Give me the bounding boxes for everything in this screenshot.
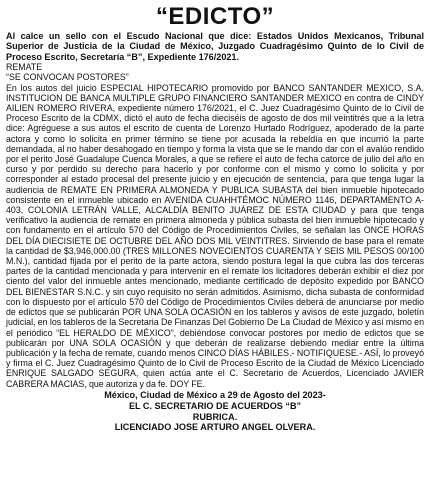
- rubrica: RUBRICA.: [192, 411, 238, 422]
- notice-title: “EDICTO”: [155, 3, 275, 30]
- signer-name: LICENCIADO JOSE ARTURO ANGEL OLVERA.: [114, 422, 316, 433]
- remate-label: REMATE: [6, 62, 43, 73]
- notice-body: En los autos del juicio ESPECIAL HIPOTECARIO promovido por BANCO SANTANDER MEXICO, S.A. INSTITUCION DE BANCA MULTIPLE GRUPO FINANCIERO SANTANDER MEXICO en contra de CINDY AILIEN ROMERO RIVERA, expediente número 176/2021, el C. Juez Cuadragésimo Quinto de lo Civil de Proceso Escrito de la CDMX, dictó el auto de fecha dieciséis de agosto de dos mil veintitrés que a la letra dice: Agréguese a sus autos el escrito de cuenta de Lorenzo Hurtado Rodríguez, apoderado de la parte actora y como lo solicita en primer término se tiene por acusada la rebeldía en que incurrió la parte demandada, al no haber desahogado en tiempo y forma la vista que se le mando dar con el avalúo rendido por el perito José Guadalupe Cuenca Morales, a que se refiere el auto de fecha catorce de julio del año en curso y por perdido su derecho para hacerlo y por conforme con el mismo y como lo solicita y por corresponder al estado procesal del presente juicio y en ejecución de sentencia, para que tenga lugar la audiencia de REMATE EN PRIMERA ALMONEDA Y PUBLICA SUBASTA del bien inmueble hipotecado consistente en el inmueble ubicado en AVENIDA CUAHHTÉMOC NÚMERO 1146, DEPARTAMENTO A-403, COLONIA LETRÁN VALLE, ALCALDÍA BENITO JUÁREZ DE ESTA CIUDAD y para que tenga verificativo la audiencia de remate en primera almoneda y pública subasta del bien inmueble hipotecado y con fundamento en el artículo 570 del Código de Procedimientos Civiles, se señalan las ONCE HORAS DEL DÍA DIECISIETE DE OCTUBRE DEL AÑO DOS MIL VEINTITRES. Sirviendo de base para el remate la cantidad de $3,946,000.00 (TRES MILLONES NOVECIENTOS CUARENTA Y SEIS MIL PESOS 00/100 M.N.), cantidad fijada por el perito de la parte actora, siendo postura legal la que cubra las dos terceras partes de la cantidad mencionada y para intervenir en el remate los licitadores deberán exhibir el diez por ciento del valor del inmueble antes mencionado, mediante certificado de depósito expedido por BANCO DEL BIENESTAR S.N.C. y sin cuyo requisito no serán admitidos. Asimismo, dicha subasta de conformidad con lo dispuesto por el artículo 570 del Código de Procedimientos Civiles deberá de anunciarse por medio de edictos que se publicarán POR UNA SOLA OCASIÓN en los tableros y avisos de este juzgado, boletín judicial, en los tableros de la Secretaria De Finanzas Del Gobierno De La Ciudad de México y así mismo en el periódico “EL HERALDO DE MÉXICO”, debiéndose convocar postores por medio de edictos que se publicarán por UNA SOLA OCASIÓN y que deberán de realizarse debiendo mediar entre la última publicación y la fecha de remate, cuando menos CINCO DÍAS HÁBILES.- NOTIFIQUESE.- ASÍ, lo proveyó y firma el C. Juez Cuadragésimo Quinto de lo Civil de Proceso Escrito de la Ciudad de México Licenciado ENRIQUE SALGADO SEGURA, quien actúa ante el C. Secretario de Acuerdos, Licenciado JAVIER CABRERA MACIAS, que autoriza y da fe. DOY FE.: [6, 82, 424, 389]
- notice-intro: Al calce un sello con el Escudo Nacional que dice: Estados Unidos Mexicanos, Tribunal Superior de Justicia de la Ciudad de México, Juzgado Cuadragésimo Quinto de lo Civil de Proceso Escrito, Secretaría “B”, Expediente 176/2021.: [6, 31, 424, 62]
- convocatoria-label: “SE CONVOCAN POSTORES”: [6, 72, 129, 83]
- secretary-title: EL C. SECRETARIO DE ACUERDOS “B”: [128, 400, 302, 411]
- signature-block: [6, 390, 424, 434]
- date-line: México, Ciudad de México a 29 de Agosto del 2023-: [104, 389, 326, 400]
